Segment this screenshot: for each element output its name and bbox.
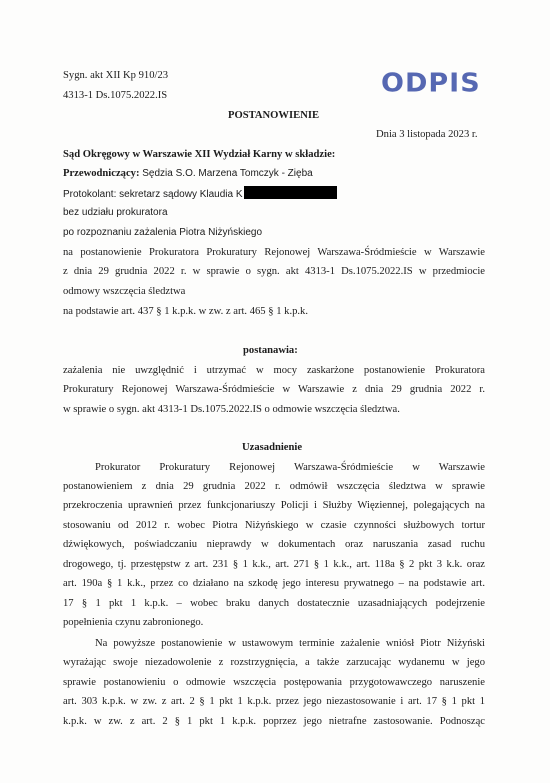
reasons-line: art. 190a § 1 k.k., przez co działano na szkodę jego interesu prywatnego – na podstawie art. [63,578,485,589]
decision-line: Prokuratury Rejonowej Warszawa-Śródmieście w Warszawie z dnia 29 grudnia 2022 r. [63,384,485,395]
case-number: Sygn. akt XII Kp 910/23 [63,70,169,81]
reasons-line: art. 303 k.p.k. w zw. z art. 2 § 1 pkt 1 k.p.k. przez jego niezastosowanie i art. 17 § 1 pkt 1 [63,696,485,707]
reasons-line: Prokurator Prokuratury Rejonowej Warszawa-Śródmieście w Warszawie [95,462,485,473]
intro-line: odmowy wszczęcia śledztwa [63,286,186,297]
reasons-line: k.p.k. w zw. z art. 2 § 1 pkt 1 k.p.k. poprzez jego nietrafne zastosowanie. Podnosząc [63,716,485,727]
reasons-line: przekroczenia uprawnień przez funkcjonariuszy Policji i Służby Więziennej, polegających na [63,500,485,511]
reasons-line: 17 § 1 pkt 1 k.p.k. – wobec braku danych dostatecznie uzasadniających podejrzenie [63,598,485,609]
intro-line: z dnia 29 grudnia 2022 r. w sprawie o sygn. akt 4313-1 Ds.1075.2022.IS w przedmiocie [63,266,485,277]
odpis-stamp: ODPIS [381,68,481,99]
presiding-label: Przewodniczący: [63,168,140,179]
reasons-line: sprawie postanowieniu o odmowie wszczęcia postępowania przygotowawczego naruszenie [63,677,485,688]
decision-line: w sprawie o sygn. akt 4313-1 Ds.1075.2022.IS o odmowie wszczęcia śledztwa. [63,404,400,415]
legal-basis-line: na podstawie art. 437 § 1 k.p.k. w zw. z art. 465 § 1 k.p.k. [63,306,308,317]
reasons-line: drogowego, tj. przestępstw z art. 231 § 1 k.k., art. 271 § 1 k.k., art. 118a § 2 pkt 3 k.k. oraz [63,559,485,570]
intro-line: na postanowienie Prokuratora Prokuratury Rejonowej Warszawa-Śródmieście w Warszawie [63,247,485,258]
clerk-line [63,186,337,201]
decision-heading: postanawia: [243,345,298,356]
decision-line: zażalenia nie uwzględnić i utrzymać w mocy zaskarżone postanowienie Prokuratora [63,365,485,376]
reasons-heading: Uzasadnienie [242,442,303,453]
court-composition: Sąd Okręgowy w Warszawie XII Wydział Karny w składzie: [63,149,336,160]
reasons-line: Na powyższe postanowienie w ustawowym terminie zażalenie wniósł Piotr Niżyński [95,638,485,649]
considering-line: po rozpoznaniu zażalenia Piotra Niżyńskiego [63,227,263,238]
reasons-line: stosowaniu od 2012 r. wobec Piotra Niżyńskiego w czasie czynności służbowych tortur [63,520,485,531]
document-title: POSTANOWIENIE [228,110,320,121]
reasons-line: popełnienia czynu zabronionego. [63,617,204,628]
redaction-bar [244,186,337,199]
reasons-line: wyrażając swoje niezadowolenie z rozstrzygnięcia, a także zarzucając wydanemu w jego [63,657,485,668]
no-prosecutor-line: bez udziału prokuratora [63,207,168,218]
reference-number: 4313-1 Ds.1075.2022.IS [63,90,168,101]
reasons-line: dźwiękowych, poświadczaniu nieprawdy w dokumentach oraz naruszania zasad ruchu [63,539,485,550]
reasons-line: postanowieniem z dnia 29 grudnia 2022 r. odmówił wszczęcia śledztwa w sprawie [63,481,485,492]
clerk-name: Protokolant: sekretarz sądowy Klaudia K [63,189,243,200]
document-date: Dnia 3 listopada 2023 r. [376,129,478,140]
presiding-judge: Sędzia S.O. Marzena Tomczyk - Zięba [139,168,313,179]
presiding-judge-line [63,167,313,180]
